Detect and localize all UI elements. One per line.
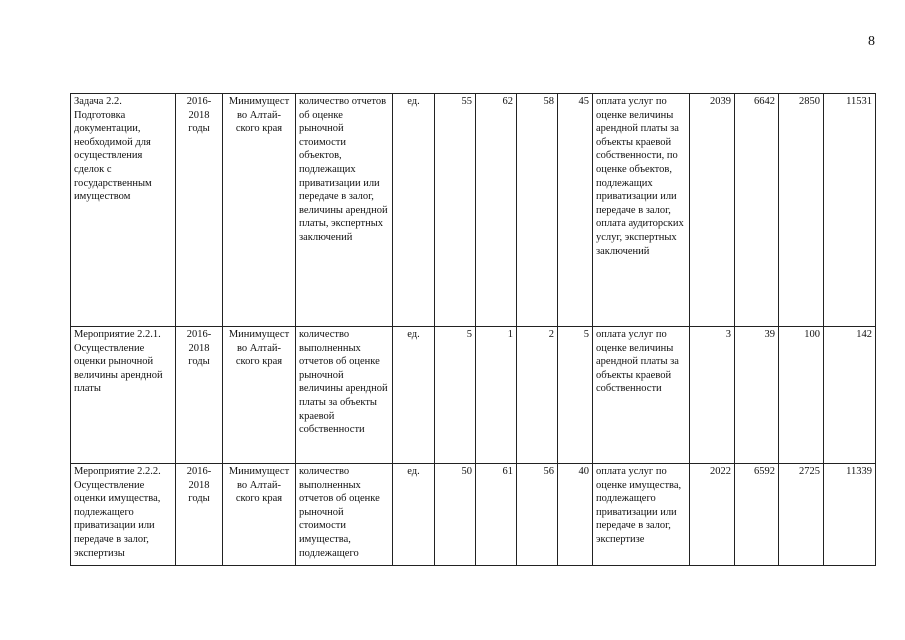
expense-cell: оплата услуг по оценке величины арендной платы за объекты краевой собственности bbox=[593, 327, 690, 464]
value-cell: 45 bbox=[558, 94, 593, 327]
expense-cell: оплата услуг по оценке величины арендной платы за объекты краевой собственности, по оценке объектов, подлежащих приватизации или передаче в залог, оплата аудиторских услуг, экспертных заключений bbox=[593, 94, 690, 327]
funding-cell: 2039 bbox=[690, 94, 735, 327]
indicator-cell: количество отчетов об оценке рыночной стоимости объектов, подлежащих приватизации или передаче в залог, величины арендной платы, экспертных заключений bbox=[296, 94, 393, 327]
value-cell: 56 bbox=[517, 464, 558, 566]
funding-cell: 39 bbox=[735, 327, 779, 464]
page-number: 8 bbox=[868, 34, 875, 49]
funding-cell: 142 bbox=[824, 327, 876, 464]
funding-cell: 2022 bbox=[690, 464, 735, 566]
unit-cell: ед. bbox=[393, 464, 435, 566]
executor-cell: Минимущест во Алтай-ского края bbox=[223, 327, 296, 464]
funding-cell: 6642 bbox=[735, 94, 779, 327]
value-cell: 61 bbox=[476, 464, 517, 566]
executor-cell: Минимущест во Алтай-ского края bbox=[223, 94, 296, 327]
funding-cell: 2850 bbox=[779, 94, 824, 327]
task-cell: Задача 2.2. Подготовка документации, необходимой для осуществления сделок с государственным имуществом bbox=[71, 94, 176, 327]
period-cell: 2016-2018 годы bbox=[176, 464, 223, 566]
value-cell: 1 bbox=[476, 327, 517, 464]
table-row bbox=[71, 327, 876, 464]
unit-cell: ед. bbox=[393, 94, 435, 327]
executor-cell: Минимущест во Алтай-ского края bbox=[223, 464, 296, 566]
table-row bbox=[71, 94, 876, 327]
period-cell: 2016-2018 годы bbox=[176, 327, 223, 464]
value-cell: 55 bbox=[435, 94, 476, 327]
funding-cell: 100 bbox=[779, 327, 824, 464]
value-cell: 5 bbox=[558, 327, 593, 464]
expense-cell: оплата услуг по оценке имущества, подлежащего приватизации или передаче в залог, экспертизе bbox=[593, 464, 690, 566]
funding-cell: 3 bbox=[690, 327, 735, 464]
indicator-cell: количество выполненных отчетов об оценке рыночной стоимости имущества, подлежащего bbox=[296, 464, 393, 566]
table-row bbox=[71, 464, 876, 566]
value-cell: 62 bbox=[476, 94, 517, 327]
value-cell: 5 bbox=[435, 327, 476, 464]
period-cell: 2016-2018 годы bbox=[176, 94, 223, 327]
value-cell: 2 bbox=[517, 327, 558, 464]
indicator-cell: количество выполненных отчетов об оценке рыночной величины арендной платы за объекты краевой собственности bbox=[296, 327, 393, 464]
unit-cell: ед. bbox=[393, 327, 435, 464]
funding-cell: 11339 bbox=[824, 464, 876, 566]
funding-cell: 6592 bbox=[735, 464, 779, 566]
program-table bbox=[70, 93, 876, 566]
funding-cell: 2725 bbox=[779, 464, 824, 566]
task-cell: Мероприятие 2.2.1. Осуществление оценки рыночной величины арендной платы bbox=[71, 327, 176, 464]
value-cell: 50 bbox=[435, 464, 476, 566]
funding-cell: 11531 bbox=[824, 94, 876, 327]
value-cell: 58 bbox=[517, 94, 558, 327]
value-cell: 40 bbox=[558, 464, 593, 566]
task-cell: Мероприятие 2.2.2. Осуществление оценки имущества, подлежащего приватизации или передаче в залог, экспертизы bbox=[71, 464, 176, 566]
